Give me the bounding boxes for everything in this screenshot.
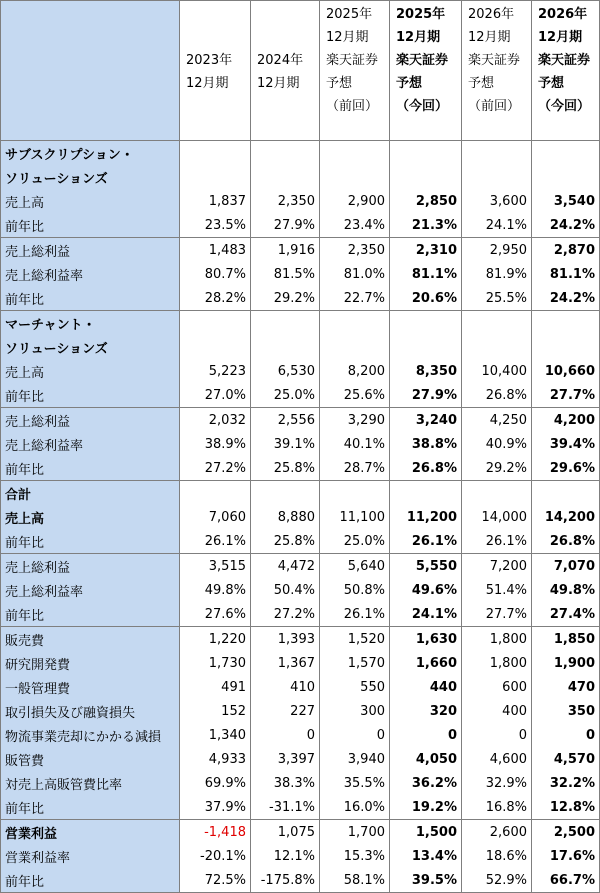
- table-row: [1, 359, 600, 383]
- row-label: 前年比: [1, 456, 180, 481]
- table-row: [1, 602, 600, 627]
- row-label: 物流事業売却にかかる減損: [1, 723, 180, 747]
- row-label: 売上総利益率: [1, 262, 180, 286]
- value-cell: 1,483: [180, 238, 251, 263]
- row-label: 売上高: [1, 505, 180, 529]
- value-cell: 27.2%: [180, 456, 251, 481]
- row-label: 前年比: [1, 383, 180, 408]
- value-cell: [462, 141, 532, 166]
- value-cell: [462, 335, 532, 359]
- value-cell: -1,418: [180, 820, 251, 845]
- column-header-line: 予想: [396, 76, 423, 91]
- value-cell: 14,000: [462, 505, 532, 529]
- value-cell: [532, 335, 600, 359]
- value-cell: [251, 481, 320, 506]
- value-cell: 81.1%: [390, 262, 462, 286]
- row-label: 前年比: [1, 213, 180, 238]
- row-label: 前年比: [1, 602, 180, 627]
- column-header-line: 12月期: [468, 30, 511, 45]
- value-cell: 39.4%: [532, 432, 600, 456]
- value-cell: 1,220: [180, 627, 251, 652]
- row-label: サブスクリプション・: [1, 141, 180, 166]
- value-cell: 300: [320, 699, 390, 723]
- column-header-line: 2026年: [538, 7, 588, 22]
- row-label: 前年比: [1, 868, 180, 893]
- value-cell: 1,500: [390, 820, 462, 845]
- value-cell: 25.5%: [462, 286, 532, 311]
- row-label: 合計: [1, 481, 180, 506]
- value-cell: 25.6%: [320, 383, 390, 408]
- row-label: 販売費: [1, 627, 180, 652]
- value-cell: [390, 481, 462, 506]
- table-row: [1, 627, 600, 652]
- value-cell: -31.1%: [251, 795, 320, 820]
- value-cell: 5,223: [180, 359, 251, 383]
- value-cell: 2,032: [180, 408, 251, 433]
- value-cell: [462, 311, 532, 336]
- column-header-line: （今回）: [538, 99, 591, 114]
- value-cell: 1,800: [462, 651, 532, 675]
- column-header-line: 予想: [468, 76, 495, 91]
- value-cell: 81.9%: [462, 262, 532, 286]
- row-label: 売上総利益: [1, 408, 180, 433]
- value-cell: 50.8%: [320, 578, 390, 602]
- table-row: [1, 505, 600, 529]
- value-cell: 14,200: [532, 505, 600, 529]
- value-cell: 27.6%: [180, 602, 251, 627]
- table-row: [1, 675, 600, 699]
- value-cell: 2,600: [462, 820, 532, 845]
- value-cell: 1,850: [532, 627, 600, 652]
- table-row: [1, 286, 600, 311]
- value-cell: 3,940: [320, 747, 390, 771]
- column-header-line: 2026年: [468, 7, 515, 22]
- value-cell: 27.9%: [390, 383, 462, 408]
- value-cell: [532, 165, 600, 189]
- value-cell: 0: [251, 723, 320, 747]
- value-cell: [180, 165, 251, 189]
- value-cell: 25.0%: [320, 529, 390, 554]
- value-cell: 440: [390, 675, 462, 699]
- value-cell: [180, 335, 251, 359]
- table-row: [1, 481, 600, 506]
- value-cell: 4,472: [251, 554, 320, 579]
- value-cell: 22.7%: [320, 286, 390, 311]
- table-row: [1, 383, 600, 408]
- column-header: [532, 1, 600, 141]
- value-cell: [180, 481, 251, 506]
- value-cell: 38.9%: [180, 432, 251, 456]
- value-cell: 1,900: [532, 651, 600, 675]
- value-cell: 7,200: [462, 554, 532, 579]
- value-cell: 2,310: [390, 238, 462, 263]
- value-cell: 550: [320, 675, 390, 699]
- column-header-line: 2024年: [257, 53, 304, 68]
- value-cell: 23.5%: [180, 213, 251, 238]
- value-cell: 37.9%: [180, 795, 251, 820]
- value-cell: 2,500: [532, 820, 600, 845]
- value-cell: 26.1%: [390, 529, 462, 554]
- value-cell: 6,530: [251, 359, 320, 383]
- row-label: 売上総利益: [1, 238, 180, 263]
- value-cell: 80.7%: [180, 262, 251, 286]
- row-label: 売上総利益率: [1, 578, 180, 602]
- table-row: [1, 820, 600, 845]
- column-header-line: 2025年: [396, 7, 446, 22]
- value-cell: 3,540: [532, 189, 600, 213]
- table-row: [1, 771, 600, 795]
- column-header-line: 2025年: [326, 7, 373, 22]
- table-row: [1, 844, 600, 868]
- value-cell: 35.5%: [320, 771, 390, 795]
- value-cell: [320, 335, 390, 359]
- value-cell: 152: [180, 699, 251, 723]
- column-header-line: 12月期: [186, 76, 229, 91]
- value-cell: 21.3%: [390, 213, 462, 238]
- row-label: 対売上高販管費比率: [1, 771, 180, 795]
- value-cell: 4,570: [532, 747, 600, 771]
- value-cell: 1,730: [180, 651, 251, 675]
- value-cell: 8,880: [251, 505, 320, 529]
- column-header-line: 楽天証券: [326, 53, 379, 68]
- value-cell: 13.4%: [390, 844, 462, 868]
- value-cell: 1,660: [390, 651, 462, 675]
- column-header-line: 12月期: [326, 30, 369, 45]
- value-cell: 26.8%: [532, 529, 600, 554]
- value-cell: 25.0%: [251, 383, 320, 408]
- value-cell: 81.1%: [532, 262, 600, 286]
- value-cell: 20.6%: [390, 286, 462, 311]
- value-cell: 1,916: [251, 238, 320, 263]
- value-cell: 25.8%: [251, 529, 320, 554]
- value-cell: 227: [251, 699, 320, 723]
- column-header-line: 12月期: [257, 76, 300, 91]
- value-cell: 0: [532, 723, 600, 747]
- value-cell: 1,340: [180, 723, 251, 747]
- value-cell: 1,393: [251, 627, 320, 652]
- row-label: マーチャント・: [1, 311, 180, 336]
- value-cell: 81.0%: [320, 262, 390, 286]
- value-cell: -175.8%: [251, 868, 320, 893]
- table-row: [1, 189, 600, 213]
- value-cell: 27.7%: [532, 383, 600, 408]
- column-header-line: 予想: [326, 76, 353, 91]
- value-cell: 24.1%: [462, 213, 532, 238]
- table-row: [1, 432, 600, 456]
- row-label: 研究開発費: [1, 651, 180, 675]
- row-label: 売上総利益率: [1, 432, 180, 456]
- column-header-line: [186, 26, 248, 49]
- value-cell: 12.1%: [251, 844, 320, 868]
- value-cell: 10,660: [532, 359, 600, 383]
- column-header: [390, 1, 462, 141]
- value-cell: 1,520: [320, 627, 390, 652]
- value-cell: 600: [462, 675, 532, 699]
- value-cell: 29.6%: [532, 456, 600, 481]
- value-cell: 1,800: [462, 627, 532, 652]
- table-row: [1, 795, 600, 820]
- value-cell: 49.8%: [180, 578, 251, 602]
- value-cell: 5,550: [390, 554, 462, 579]
- value-cell: [180, 311, 251, 336]
- value-cell: [251, 165, 320, 189]
- row-label: ソリューションズ: [1, 165, 180, 189]
- value-cell: 1,630: [390, 627, 462, 652]
- value-cell: 3,397: [251, 747, 320, 771]
- column-header-line: [257, 26, 317, 49]
- value-cell: 49.6%: [390, 578, 462, 602]
- value-cell: [320, 165, 390, 189]
- value-cell: [180, 141, 251, 166]
- value-cell: 400: [462, 699, 532, 723]
- table-row: [1, 723, 600, 747]
- value-cell: 58.1%: [320, 868, 390, 893]
- table-row: [1, 238, 600, 263]
- value-cell: 7,070: [532, 554, 600, 579]
- table-row: [1, 213, 600, 238]
- value-cell: 7,060: [180, 505, 251, 529]
- column-header: [320, 1, 390, 141]
- table-row: [1, 578, 600, 602]
- value-cell: 0: [390, 723, 462, 747]
- value-cell: 25.8%: [251, 456, 320, 481]
- table-row: [1, 165, 600, 189]
- table-row: [1, 699, 600, 723]
- value-cell: 8,350: [390, 359, 462, 383]
- value-cell: 69.9%: [180, 771, 251, 795]
- column-header: [462, 1, 532, 141]
- row-label: 売上総利益: [1, 554, 180, 579]
- column-header-line: 楽天証券: [396, 53, 449, 68]
- value-cell: 1,700: [320, 820, 390, 845]
- value-cell: [320, 481, 390, 506]
- value-cell: 3,600: [462, 189, 532, 213]
- value-cell: 2,900: [320, 189, 390, 213]
- value-cell: 81.5%: [251, 262, 320, 286]
- table-row: [1, 529, 600, 554]
- table-row: [1, 554, 600, 579]
- value-cell: [390, 311, 462, 336]
- row-label: 売上高: [1, 189, 180, 213]
- value-cell: 36.2%: [390, 771, 462, 795]
- value-cell: 38.3%: [251, 771, 320, 795]
- row-label: 前年比: [1, 795, 180, 820]
- value-cell: 4,600: [462, 747, 532, 771]
- value-cell: [532, 141, 600, 166]
- value-cell: 1,570: [320, 651, 390, 675]
- value-cell: 491: [180, 675, 251, 699]
- value-cell: 2,950: [462, 238, 532, 263]
- value-cell: 1,837: [180, 189, 251, 213]
- value-cell: [251, 311, 320, 336]
- value-cell: [251, 335, 320, 359]
- value-cell: 410: [251, 675, 320, 699]
- value-cell: 5,640: [320, 554, 390, 579]
- value-cell: 12.8%: [532, 795, 600, 820]
- value-cell: 26.1%: [180, 529, 251, 554]
- row-label: 営業利益率: [1, 844, 180, 868]
- row-label: 売上高: [1, 359, 180, 383]
- column-header-line: （前回）: [468, 99, 521, 114]
- value-cell: 50.4%: [251, 578, 320, 602]
- value-cell: 26.1%: [320, 602, 390, 627]
- value-cell: 2,556: [251, 408, 320, 433]
- column-header-line: 予想: [538, 76, 565, 91]
- value-cell: 0: [462, 723, 532, 747]
- value-cell: 32.2%: [532, 771, 600, 795]
- value-cell: 15.3%: [320, 844, 390, 868]
- value-cell: 52.9%: [462, 868, 532, 893]
- value-cell: 66.7%: [532, 868, 600, 893]
- value-cell: 28.2%: [180, 286, 251, 311]
- value-cell: 28.7%: [320, 456, 390, 481]
- value-cell: 1,367: [251, 651, 320, 675]
- column-header-line: 2023年: [186, 53, 233, 68]
- value-cell: 26.1%: [462, 529, 532, 554]
- header-label-cell: [1, 1, 180, 141]
- column-header-line: 楽天証券: [538, 53, 591, 68]
- value-cell: 23.4%: [320, 213, 390, 238]
- row-label: 取引損失及び融資損失: [1, 699, 180, 723]
- value-cell: 39.1%: [251, 432, 320, 456]
- value-cell: 4,050: [390, 747, 462, 771]
- table-row: [1, 311, 600, 336]
- value-cell: 27.2%: [251, 602, 320, 627]
- value-cell: [251, 141, 320, 166]
- column-header-line: 12月期: [396, 30, 441, 45]
- value-cell: [532, 481, 600, 506]
- value-cell: 26.8%: [462, 383, 532, 408]
- value-cell: 4,250: [462, 408, 532, 433]
- value-cell: 11,100: [320, 505, 390, 529]
- value-cell: 16.8%: [462, 795, 532, 820]
- column-header: [251, 1, 320, 141]
- value-cell: [390, 141, 462, 166]
- value-cell: 11,200: [390, 505, 462, 529]
- value-cell: [390, 165, 462, 189]
- value-cell: 0: [320, 723, 390, 747]
- value-cell: [462, 481, 532, 506]
- value-cell: 1,075: [251, 820, 320, 845]
- value-cell: [390, 335, 462, 359]
- table-row: [1, 868, 600, 893]
- row-label: 販管費: [1, 747, 180, 771]
- table-row: [1, 141, 600, 166]
- value-cell: 24.2%: [532, 286, 600, 311]
- row-label: 一般管理費: [1, 675, 180, 699]
- row-label: 前年比: [1, 529, 180, 554]
- value-cell: 29.2%: [251, 286, 320, 311]
- table-row: [1, 651, 600, 675]
- value-cell: 27.9%: [251, 213, 320, 238]
- value-cell: 4,200: [532, 408, 600, 433]
- value-cell: 24.2%: [532, 213, 600, 238]
- value-cell: 32.9%: [462, 771, 532, 795]
- value-cell: 39.5%: [390, 868, 462, 893]
- value-cell: 10,400: [462, 359, 532, 383]
- value-cell: 27.7%: [462, 602, 532, 627]
- column-header: [180, 1, 251, 141]
- value-cell: 18.6%: [462, 844, 532, 868]
- value-cell: 26.8%: [390, 456, 462, 481]
- value-cell: 8,200: [320, 359, 390, 383]
- row-label: ソリューションズ: [1, 335, 180, 359]
- value-cell: 2,850: [390, 189, 462, 213]
- value-cell: 2,350: [320, 238, 390, 263]
- value-cell: [320, 311, 390, 336]
- value-cell: 16.0%: [320, 795, 390, 820]
- value-cell: 72.5%: [180, 868, 251, 893]
- column-header-line: （今回）: [396, 99, 449, 114]
- column-header-line: 12月期: [538, 30, 583, 45]
- value-cell: 2,870: [532, 238, 600, 263]
- value-cell: 40.1%: [320, 432, 390, 456]
- column-header-line: （前回）: [326, 99, 379, 114]
- value-cell: 3,240: [390, 408, 462, 433]
- value-cell: 17.6%: [532, 844, 600, 868]
- value-cell: 24.1%: [390, 602, 462, 627]
- value-cell: [462, 165, 532, 189]
- table-row: [1, 747, 600, 771]
- value-cell: 49.8%: [532, 578, 600, 602]
- column-header-line: 楽天証券: [468, 53, 521, 68]
- table-row: [1, 408, 600, 433]
- value-cell: -20.1%: [180, 844, 251, 868]
- value-cell: 3,515: [180, 554, 251, 579]
- value-cell: [320, 141, 390, 166]
- value-cell: 470: [532, 675, 600, 699]
- value-cell: 3,290: [320, 408, 390, 433]
- row-label: 前年比: [1, 286, 180, 311]
- value-cell: [532, 311, 600, 336]
- value-cell: 40.9%: [462, 432, 532, 456]
- value-cell: 51.4%: [462, 578, 532, 602]
- value-cell: 320: [390, 699, 462, 723]
- value-cell: 27.0%: [180, 383, 251, 408]
- value-cell: 27.4%: [532, 602, 600, 627]
- value-cell: 2,350: [251, 189, 320, 213]
- value-cell: 29.2%: [462, 456, 532, 481]
- value-cell: 38.8%: [390, 432, 462, 456]
- value-cell: 19.2%: [390, 795, 462, 820]
- table-row: [1, 335, 600, 359]
- table-row: [1, 456, 600, 481]
- row-label: 営業利益: [1, 820, 180, 845]
- value-cell: 350: [532, 699, 600, 723]
- table-row: [1, 262, 600, 286]
- value-cell: 4,933: [180, 747, 251, 771]
- header-row: [1, 1, 600, 141]
